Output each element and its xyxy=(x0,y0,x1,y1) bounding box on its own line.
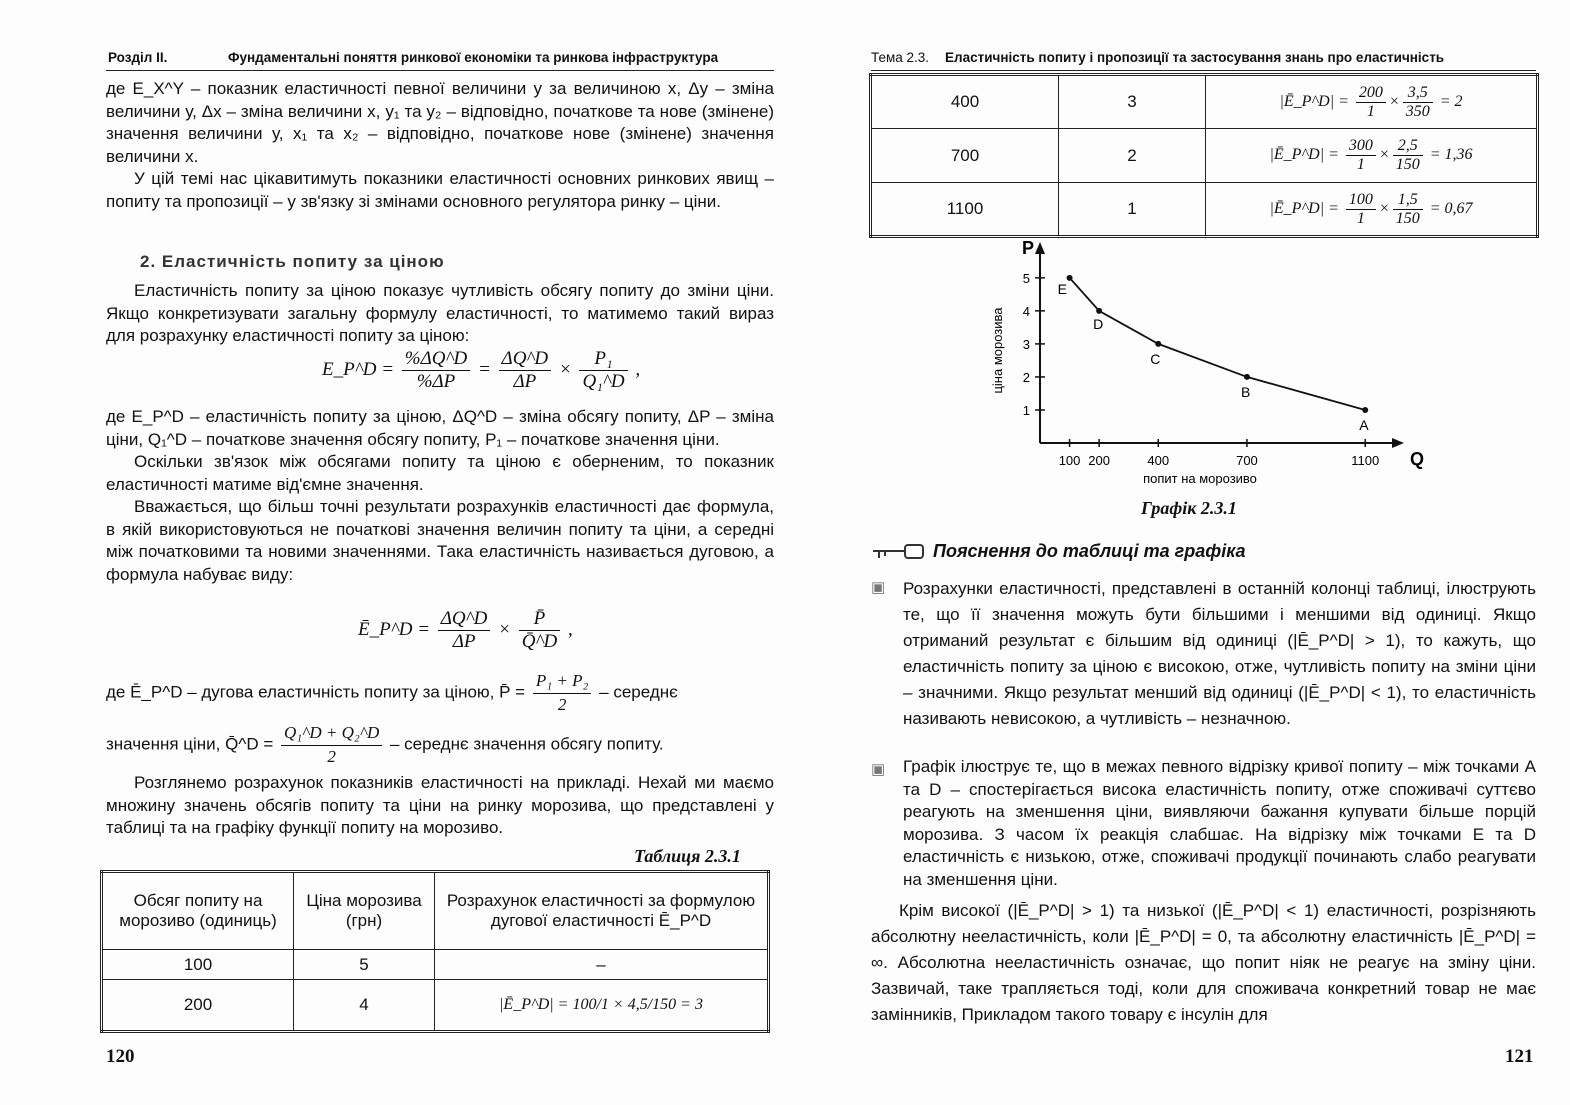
explanation-title: Пояснення до таблиці та графіка xyxy=(933,541,1246,561)
elasticity-table-part-2 xyxy=(869,73,1539,238)
paragraph-5 xyxy=(106,670,774,716)
cell-quantity: 100 xyxy=(102,950,294,980)
calc-d1: 1 xyxy=(1366,102,1375,120)
running-header-title: Еластичність попиту і пропозиції та застосування знань про еластичність xyxy=(945,50,1445,65)
x-axis-label: попит на морозиво xyxy=(1143,471,1257,486)
data-point xyxy=(1362,407,1368,413)
calc-frac-1 xyxy=(1346,191,1376,228)
paragraph-4: Вважається, що більш точні результати розрахунків еластичності дає формула, в якій використовуються не початкові значення величин попиту та ціни, а середні між початковими та новими значеннями. Така еластичність називається дуговою, а формула набуває виду: xyxy=(106,497,774,584)
calc-n1: 200 xyxy=(1356,84,1386,103)
running-header-section: Розділ II. xyxy=(108,50,168,65)
calc-d2: 350 xyxy=(1405,102,1430,120)
graph-caption: Графік 2.3.1 xyxy=(1141,498,1237,518)
table-row xyxy=(871,75,1538,129)
formula2-tail: , xyxy=(567,618,573,640)
y-axis-arrow xyxy=(1035,242,1045,254)
paragraph-2: де E_P^D – еластичність попиту за ціною, ΔQ^D – зміна обсягу попиту, ΔP – зміна ціни, Q₁^D – початкове значення обсягу попиту, P₁ – початкове значення ціни. xyxy=(106,407,774,449)
cell-price: 3 xyxy=(1059,75,1206,129)
formula2-f1-den: ΔP xyxy=(452,631,476,652)
y-tick-label: 1 xyxy=(1022,402,1030,418)
para6-text-a: значення ціни, Q̄^D = xyxy=(106,734,274,754)
formula2-times: × xyxy=(498,618,511,640)
point-label: B xyxy=(1240,383,1251,400)
calc-lhs: |Ē_P^D| = xyxy=(1279,92,1349,110)
formula1-f2-num: ΔQ^D xyxy=(499,348,552,371)
calc-frac-1 xyxy=(1346,137,1376,174)
x-axis-arrow xyxy=(1392,438,1404,448)
cell-quantity: 400 xyxy=(871,75,1059,129)
point-label: D xyxy=(1093,315,1104,332)
formula1-frac-3 xyxy=(579,348,627,393)
formula2-f2-den: Q̄^D xyxy=(521,631,558,652)
intro-text xyxy=(106,78,774,213)
para5-frac-den: 2 xyxy=(557,694,567,714)
header-calculation: Розрахунок еластичності за формулою дугової еластичності Ē_P^D xyxy=(435,872,769,950)
paragraphs-2-4 xyxy=(106,406,774,586)
calc-d2: 150 xyxy=(1395,209,1420,227)
table-row xyxy=(871,129,1538,183)
formula1-lhs: E_P^D = xyxy=(322,358,395,380)
para5-fraction xyxy=(533,670,592,716)
elasticity-table-part-1 xyxy=(100,870,770,1033)
running-header-title: Фундаментальні поняття ринкової економіки та ринкова інфраструктура xyxy=(228,50,719,65)
calc-n1: 100 xyxy=(1346,191,1376,210)
formula2-frac-2 xyxy=(519,608,560,653)
bullet-paragraph-2: Графік ілюструє те, що в межах певного відрізку кривої попиту – між точками A та D – спостерігається висока еластичність попиту, отже споживачі суттєво реагують на зменшення ціни, виявляючи бажання купувати більше порцій морозива. З часом їх реакція слабшає. На відрізку між точками E та D еластичність є низькою, отже, споживачі продукції починають слабо реагувати на зменшення ціни. xyxy=(903,757,1536,889)
table-row xyxy=(871,183,1538,237)
data-point xyxy=(1067,275,1073,281)
cell-price: 5 xyxy=(294,950,435,980)
x-tick-label: 1100 xyxy=(1351,453,1380,468)
para5-frac-num: P₁ + P₂ xyxy=(533,670,592,694)
calc-d1: 1 xyxy=(1356,156,1365,173)
calc-result: = 2 xyxy=(1439,92,1463,110)
formula1-f2-den: ΔP xyxy=(513,371,537,392)
cell-quantity: 700 xyxy=(871,129,1059,183)
header-price: Ціна морозива (грн) xyxy=(294,872,435,950)
calc-n2: 3,5 xyxy=(1403,84,1433,103)
chart-layer xyxy=(990,238,1424,486)
cell-calculation: |Ē_P^D| = $\frac{200}{1}$ × $\frac{3,5}{350}$ = 2 xyxy=(1206,75,1538,129)
para5-text-b: – середнє xyxy=(599,682,678,702)
formula1-frac-2 xyxy=(499,348,552,393)
calc-d2: 150 xyxy=(1395,156,1420,173)
intro-paragraph-2: У цій темі нас цікавитимуть показники еластичності основних ринкових явищ – попиту та пропозиції – у зв'язку зі змінами основного регулятора ринку – ціни. xyxy=(106,169,774,211)
cell-calculation: |Ē_P^D| = $\frac{100}{1}$ × $\frac{1,5}{150}$ = 0,67 xyxy=(1206,183,1538,237)
key-icon xyxy=(871,542,927,564)
right-page xyxy=(785,0,1570,1105)
y-axis-label: ціна морозива xyxy=(990,307,1005,394)
y-axis-letter: P xyxy=(1022,238,1035,258)
para6-fraction xyxy=(281,722,382,768)
calc-result: = 0,67 xyxy=(1429,199,1473,217)
x-tick-label: 400 xyxy=(1147,453,1170,468)
formula1-f3-num: P₁ xyxy=(579,348,627,371)
formula2-frac-1 xyxy=(438,608,491,653)
calc-frac-2 xyxy=(1403,84,1433,121)
paragraph-1: Еластичність попиту за ціною показує чутливість обсягу попиту до зміни ціни. Якщо конкретизувати загальну формулу еластичності, то матимемо такий вираз для розрахунку еластичності попиту за ціною: xyxy=(106,281,774,345)
formula1-f3-den: Q₁^D xyxy=(582,371,625,392)
page-number-right: 121 xyxy=(1505,1046,1534,1067)
running-header-topic: Тема 2.3. xyxy=(871,50,930,65)
x-tick-label: 700 xyxy=(1236,453,1258,468)
cell-calculation: |Ē_P^D| = $\frac{300}{1}$ × $\frac{2,5}{150}$ = 1,36 xyxy=(1206,129,1538,183)
header-rule xyxy=(106,70,774,71)
formula2-lhs: Ē_P^D = xyxy=(358,618,431,640)
formula2-f2-num: P̄ xyxy=(519,608,560,631)
formula-arc-elasticity xyxy=(358,608,573,653)
para6-frac-num: Q₁^D + Q₂^D xyxy=(281,722,382,746)
cell-price: 1 xyxy=(1059,183,1206,237)
para-1-block xyxy=(106,280,774,348)
closing-paragraph-block xyxy=(871,898,1536,1028)
point-label: A xyxy=(1359,416,1369,433)
table-header-row xyxy=(102,872,769,950)
point-label: C xyxy=(1150,350,1161,367)
calc-n2: 2,5 xyxy=(1393,137,1423,156)
para6-text-b: – середнє значення обсягу попиту. xyxy=(389,734,664,754)
cell-quantity: 200 xyxy=(102,980,294,1032)
formula-price-elasticity xyxy=(322,348,640,393)
y-tick-label: 5 xyxy=(1022,270,1030,286)
bullet-marker-icon: ▣ xyxy=(871,761,886,778)
point-label: E xyxy=(1057,280,1067,297)
formula1-tail: , xyxy=(635,358,641,380)
cell-quantity: 1100 xyxy=(871,183,1059,237)
table-caption: Таблиця 2.3.1 xyxy=(634,846,741,866)
x-axis-letter: Q xyxy=(1410,449,1425,469)
closing-paragraph: Крім високої (|Ē_P^D| > 1) та низької (|Ē_P^D| < 1) еластичності, розрізняють абсолютну нееластичність, коли |Ē_P^D| = 0, та абсолютну еластичність |Ē_P^D| = ∞. Абсолютна нееластичність означає, що попит ніяк не реагує на зміну ціни. Зазвичай, таке трапляється тоді, коли для споживача конкретний товар не має замінників, Прикладом такого товару є інсулін для xyxy=(871,901,1536,1024)
calc-lhs: |Ē_P^D| = xyxy=(1269,199,1339,217)
bullet-marker-icon: ▣ xyxy=(871,579,886,596)
formula1-frac-1 xyxy=(402,348,470,393)
paragraph-7: Розглянемо розрахунок показників еластичності на прикладі. Нехай ми маємо множину значень обсягів попиту та ціни на ринку морозива, що представлені у таблиці та на графіку функції попиту на морозиво. xyxy=(106,773,774,837)
x-tick-label: 100 xyxy=(1058,453,1081,468)
section-heading: 2. Еластичність попиту за ціною xyxy=(140,252,445,271)
calc-frac-2 xyxy=(1393,191,1423,228)
formula1-times: × xyxy=(558,358,572,380)
calc-lhs: |Ē_P^D| = xyxy=(1269,146,1339,164)
header-rule xyxy=(871,70,1536,71)
y-tick-label: 3 xyxy=(1022,336,1030,352)
calc-result: = 1,36 xyxy=(1429,146,1473,164)
calc-frac-1 xyxy=(1356,84,1386,121)
x-tick-label: 200 xyxy=(1088,453,1110,468)
cell-calculation: – xyxy=(435,950,769,980)
table-row xyxy=(102,950,769,980)
formula1-f1-num: %ΔQ^D xyxy=(402,348,470,371)
data-point xyxy=(1096,308,1102,314)
paragraph-6 xyxy=(106,722,774,768)
paragraph-7-block xyxy=(106,772,774,840)
para6-frac-den: 2 xyxy=(327,746,336,766)
data-point xyxy=(1244,374,1250,380)
header-quantity: Обсяг попиту на морозиво (одиниць) xyxy=(102,872,294,950)
table-row xyxy=(102,980,769,1032)
page-number-left: 120 xyxy=(106,1046,135,1067)
data-point xyxy=(1155,341,1161,347)
cell-price: 2 xyxy=(1059,129,1206,183)
intro-paragraph-1: де E_X^Y – показник еластичності певної величини у за величиною х, Δу – зміна величини у, Δх – зміна величини х, y₁ та y₂ – відповідно, початкове та нове (змінене) значення величини у, х₁ та х₂ – відповідно, початкове нове (змінене) значення величини х. xyxy=(106,79,774,166)
y-tick-label: 2 xyxy=(1022,369,1030,385)
calc-n2: 1,5 xyxy=(1393,191,1423,210)
formula2-f1-num: ΔQ^D xyxy=(438,608,491,631)
formula1-eq: = xyxy=(477,358,491,380)
calc-d1: 1 xyxy=(1356,209,1365,227)
cell-calculation: |Ē_P^D| = 100/1 × 4,5/150 = 3 xyxy=(435,980,769,1032)
cell-price: 4 xyxy=(294,980,435,1032)
calc-frac-2 xyxy=(1393,137,1423,174)
calc-n1: 300 xyxy=(1346,137,1376,156)
para5-text-a: де Ē_P^D – дугова еластичність попиту за ціною, P̄ = xyxy=(106,682,526,702)
demand-curve xyxy=(1070,278,1366,410)
formula1-f1-den: %ΔP xyxy=(416,371,456,392)
demand-chart xyxy=(985,238,1425,498)
bullet-paragraph-1: Розрахунки еластичності, представлені в останній колонці таблиці, ілюструють те, що її значення можуть бути більшими і меншими від одиниці. Якщо отриманий результат є більшим від одиниці (|Ē_P^D| > 1), то кажуть, що еластичність попиту за ціною є високою, отже, чутливість попиту на зміни ціни – значними. Якщо результат менший від одиниці (|Ē_P^D| < 1), то еластичність називають невисокою, а чутливість – незначною. xyxy=(903,579,1536,728)
paragraph-3: Оскільки зв'язок між обсягами попиту та ціною є оберненим, то показник еластичності матиме від'ємне значення. xyxy=(106,452,774,494)
y-tick-label: 4 xyxy=(1022,303,1030,319)
